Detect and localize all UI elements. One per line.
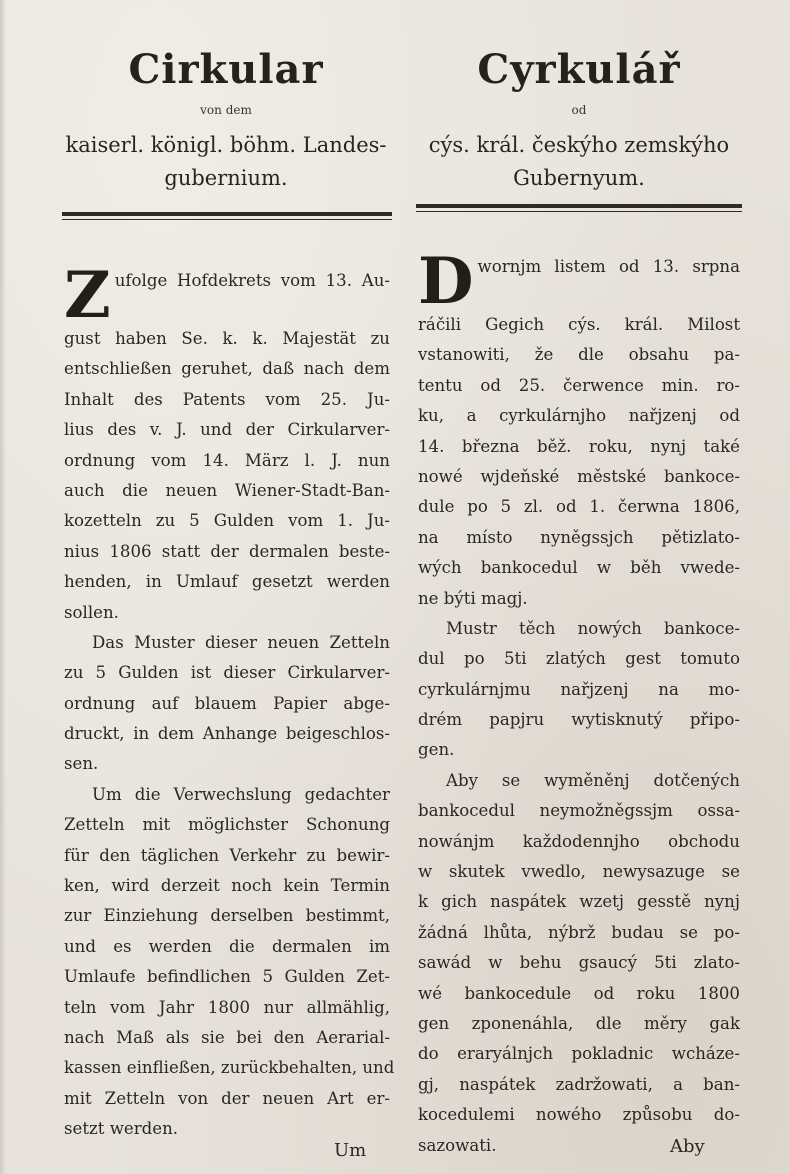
- text-line: ordnung vom 14. März l. J. nun: [64, 450, 390, 470]
- text-line: nowánjm každodennjho obchodu: [418, 831, 740, 851]
- text-line: Mustr těch nowých bankoce-: [446, 618, 740, 638]
- text-line: sazowati.: [418, 1135, 497, 1155]
- text-line: mit Zetteln von der neuen Art er-: [64, 1088, 390, 1108]
- german-paragraph-1: [64, 258, 390, 628]
- german-paragraph-2: [64, 628, 390, 780]
- text-line: 14. března běž. roku, nynj také: [418, 436, 740, 456]
- text-line: ordnung auf blauem Papier abge-: [64, 693, 390, 713]
- text-line: nach Maß als sie bei den Aerarial-: [64, 1027, 390, 1047]
- text-line: sollen.: [64, 602, 119, 622]
- text-line: lius des v. J. und der Cirkularver-: [64, 420, 390, 440]
- text-line: nius 1806 statt der dermalen beste-: [64, 541, 390, 561]
- text-line: Inhalt des Patents vom 25. Ju-: [64, 389, 390, 409]
- text-line: und es werden die dermalen im: [64, 936, 390, 956]
- czech-dropcap: D: [418, 244, 474, 319]
- text-line: gust haben Se. k. k. Majestät zu: [64, 329, 390, 348]
- german-paragraph-3: [64, 780, 395, 1145]
- czech-title: Cyrkulář: [477, 46, 681, 93]
- page-edge-shadow: [0, 0, 6, 1174]
- german-title: Cirkular: [128, 46, 324, 93]
- text-line: tentu od 25. čerwence min. ro-: [418, 375, 740, 395]
- text-line: Um die Verwechslung gedachter: [92, 784, 390, 804]
- text-line: kassen einfließen, zurückbehalten, und: [64, 1058, 395, 1078]
- german-heading-line2: gubernium.: [164, 166, 288, 190]
- czech-body: [418, 244, 740, 1161]
- text-line: sen.: [64, 754, 99, 774]
- text-line: w skutek vwedlo, newysazuge se: [418, 862, 740, 882]
- czech-od: od: [571, 103, 587, 117]
- text-line: zu 5 Gulden ist dieser Cirkularver-: [64, 663, 390, 683]
- text-line: wornjm listem od 13. srpna: [477, 257, 740, 276]
- czech-heading-line1: cýs. král. českýho zemskýho: [428, 133, 730, 157]
- czech-heading-line2: Gubernyum.: [513, 166, 645, 190]
- text-line: Aby se wyměněnj dotčených: [446, 770, 740, 790]
- text-line: žádná lhůta, nýbrž budau se po-: [418, 922, 740, 942]
- czech-paragraph-2: [418, 614, 740, 766]
- text-line: für den täglichen Verkehr zu bewir-: [64, 845, 390, 865]
- text-line: Das Muster dieser neuen Zetteln: [92, 632, 390, 652]
- text-line: sawád w behu gsaucý 5ti zlato-: [418, 953, 740, 973]
- text-line: dul po 5ti zlatých gest tomuto: [418, 649, 740, 669]
- text-line: teln vom Jahr 1800 nur allmählig,: [64, 997, 390, 1017]
- text-line: kocedulemi nowého způsobu do-: [418, 1105, 740, 1125]
- text-line: Zetteln mit möglichster Schonung: [64, 815, 390, 835]
- text-line: ken, wird derzeit noch kein Termin: [64, 876, 390, 896]
- german-body: [64, 258, 395, 1145]
- text-line: bankocedul neymožněgssjm ossa-: [418, 801, 740, 821]
- text-line: ku, a cyrkulárnjho nařjzenj od: [418, 406, 740, 426]
- text-line: henden, in Umlauf gesetzt werden: [64, 572, 390, 592]
- text-line: cyrkulárnjmu nařjzenj na mo-: [418, 679, 740, 699]
- text-line: do eraryálnjch pokladnic wcháze-: [418, 1044, 740, 1064]
- text-line: auch die neuen Wiener-Stadt-Ban-: [64, 480, 390, 500]
- text-line: vstanowiti, že dle obsahu pa-: [418, 345, 740, 365]
- german-heading-rule-thin: [62, 219, 392, 220]
- text-line: ufolge Hofdekrets vom 13. Au-: [114, 271, 390, 290]
- czech-catchword: Aby: [670, 1136, 705, 1157]
- text-line: kozetteln zu 5 Gulden vom 1. Ju-: [64, 511, 390, 531]
- text-line: nowé wjdeňské městské bankoce-: [418, 466, 740, 486]
- text-line: k gich naspátek wzetj gesstě nynj: [418, 892, 740, 912]
- text-line: wé bankocedule od roku 1800: [418, 983, 740, 1003]
- czech-heading-rule-thick: [416, 204, 742, 208]
- text-line: Umlaufe befindlichen 5 Gulden Zet-: [64, 967, 390, 987]
- text-line: dule po 5 zl. od 1. čerwna 1806,: [418, 497, 740, 517]
- text-line: gj, naspátek zadržowati, a ban-: [418, 1074, 740, 1094]
- text-line: zur Einziehung derselben bestimmt,: [64, 906, 390, 926]
- text-line: wých bankocedul w běh vwede-: [418, 558, 740, 578]
- text-line: na místo nyněgssjch pětizlato-: [418, 527, 740, 547]
- text-line: ne býti magj.: [418, 588, 528, 608]
- text-line: druckt, in dem Anhange beigeschlos-: [64, 724, 390, 744]
- german-dropcap: Z: [64, 258, 111, 333]
- text-line: entschließen geruhet, daß nach dem: [64, 359, 390, 379]
- text-line: gen zponenáhla, dle měry gak: [418, 1013, 740, 1033]
- german-catchword: Um: [334, 1140, 367, 1161]
- german-heading-rule-thick: [62, 212, 392, 216]
- german-heading-line1: kaiserl. königl. böhm. Landes-: [65, 133, 387, 157]
- text-line: setzt werden.: [64, 1119, 179, 1139]
- german-von-dem: von dem: [200, 103, 252, 117]
- czech-paragraph-3: [418, 766, 740, 1161]
- text-line: gen.: [418, 740, 455, 760]
- text-line: ráčili Gegich cýs. král. Milost: [418, 315, 740, 334]
- text-line: drém papjru wytisknutý připo-: [418, 710, 740, 730]
- czech-heading-rule-thin: [416, 211, 742, 212]
- czech-paragraph-1: [418, 244, 740, 614]
